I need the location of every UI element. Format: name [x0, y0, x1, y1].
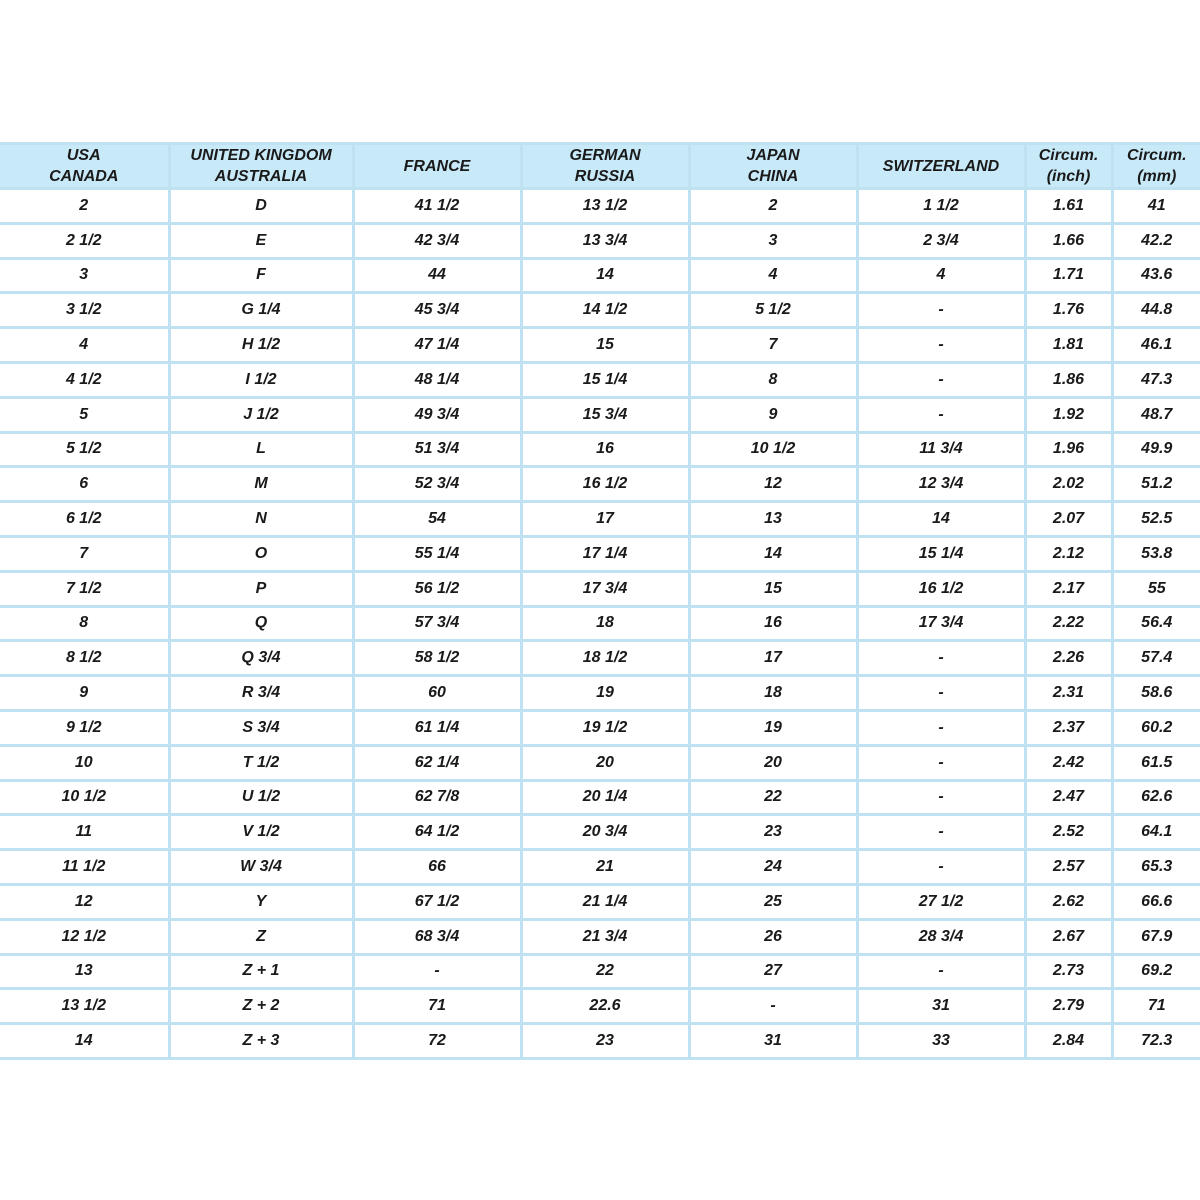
- cell-german-russia: 14 1/2: [521, 293, 689, 328]
- cell-usa-canada: 6 1/2: [0, 502, 169, 537]
- table-row: [0, 571, 1200, 606]
- cell-circum-mm: 65.3: [1112, 850, 1200, 885]
- cell-japan-china: 3: [689, 223, 857, 258]
- cell-usa-canada: 13: [0, 954, 169, 989]
- cell-uk-australia: H 1/2: [169, 328, 353, 363]
- header-circum-inch: Circum. (inch): [1025, 144, 1112, 189]
- cell-german-russia: 20: [521, 745, 689, 780]
- cell-switzerland: 31: [857, 989, 1025, 1024]
- cell-france: 60: [353, 676, 521, 711]
- cell-circum-mm: 64.1: [1112, 815, 1200, 850]
- cell-circum-inch: 1.71: [1025, 258, 1112, 293]
- cell-uk-australia: T 1/2: [169, 745, 353, 780]
- cell-usa-canada: 4: [0, 328, 169, 363]
- cell-circum-mm: 53.8: [1112, 536, 1200, 571]
- cell-usa-canada: 5 1/2: [0, 432, 169, 467]
- cell-circum-mm: 51.2: [1112, 467, 1200, 502]
- cell-circum-mm: 44.8: [1112, 293, 1200, 328]
- cell-switzerland: -: [857, 710, 1025, 745]
- cell-france: 56 1/2: [353, 571, 521, 606]
- cell-usa-canada: 3: [0, 258, 169, 293]
- cell-circum-inch: 2.12: [1025, 536, 1112, 571]
- cell-german-russia: 14: [521, 258, 689, 293]
- cell-circum-mm: 60.2: [1112, 710, 1200, 745]
- table-row: [0, 919, 1200, 954]
- cell-switzerland: 11 3/4: [857, 432, 1025, 467]
- cell-switzerland: 15 1/4: [857, 536, 1025, 571]
- cell-circum-mm: 42.2: [1112, 223, 1200, 258]
- cell-japan-china: 23: [689, 815, 857, 850]
- cell-uk-australia: E: [169, 223, 353, 258]
- cell-circum-mm: 72.3: [1112, 1024, 1200, 1059]
- cell-usa-canada: 12: [0, 884, 169, 919]
- cell-german-russia: 15 3/4: [521, 397, 689, 432]
- cell-japan-china: 17: [689, 641, 857, 676]
- cell-usa-canada: 11: [0, 815, 169, 850]
- table-header: [0, 144, 1200, 189]
- cell-france: 44: [353, 258, 521, 293]
- table-row: [0, 676, 1200, 711]
- cell-usa-canada: 9: [0, 676, 169, 711]
- cell-france: 61 1/4: [353, 710, 521, 745]
- table-row: [0, 293, 1200, 328]
- cell-uk-australia: L: [169, 432, 353, 467]
- cell-circum-mm: 47.3: [1112, 362, 1200, 397]
- cell-usa-canada: 4 1/2: [0, 362, 169, 397]
- cell-circum-mm: 48.7: [1112, 397, 1200, 432]
- header-france: FRANCE: [353, 144, 521, 189]
- cell-uk-australia: Z + 1: [169, 954, 353, 989]
- table-row: [0, 745, 1200, 780]
- table-row: [0, 502, 1200, 537]
- header-uk-australia: UNITED KINGDOM AUSTRALIA: [169, 144, 353, 189]
- cell-japan-china: 7: [689, 328, 857, 363]
- cell-german-russia: 13 3/4: [521, 223, 689, 258]
- cell-france: 41 1/2: [353, 189, 521, 224]
- cell-switzerland: -: [857, 815, 1025, 850]
- cell-circum-mm: 67.9: [1112, 919, 1200, 954]
- cell-circum-mm: 49.9: [1112, 432, 1200, 467]
- cell-uk-australia: F: [169, 258, 353, 293]
- cell-german-russia: 17 1/4: [521, 536, 689, 571]
- cell-japan-china: 25: [689, 884, 857, 919]
- cell-usa-canada: 7: [0, 536, 169, 571]
- table-row: [0, 989, 1200, 1024]
- table-row: [0, 258, 1200, 293]
- cell-japan-china: 24: [689, 850, 857, 885]
- cell-german-russia: 20 3/4: [521, 815, 689, 850]
- table-row: [0, 223, 1200, 258]
- header-circum-mm: Circum. (mm): [1112, 144, 1200, 189]
- cell-switzerland: 17 3/4: [857, 606, 1025, 641]
- cell-circum-inch: 2.22: [1025, 606, 1112, 641]
- cell-japan-china: -: [689, 989, 857, 1024]
- cell-circum-inch: 2.31: [1025, 676, 1112, 711]
- cell-switzerland: 4: [857, 258, 1025, 293]
- cell-uk-australia: Z + 3: [169, 1024, 353, 1059]
- table-row: [0, 780, 1200, 815]
- cell-circum-inch: 1.92: [1025, 397, 1112, 432]
- cell-uk-australia: Z: [169, 919, 353, 954]
- cell-usa-canada: 13 1/2: [0, 989, 169, 1024]
- cell-japan-china: 13: [689, 502, 857, 537]
- table-body: [0, 189, 1200, 1059]
- cell-switzerland: 14: [857, 502, 1025, 537]
- header-row: [0, 144, 1200, 189]
- cell-france: 71: [353, 989, 521, 1024]
- table-row: [0, 606, 1200, 641]
- ring-size-table: [0, 142, 1200, 1060]
- cell-japan-china: 2: [689, 189, 857, 224]
- cell-usa-canada: 8: [0, 606, 169, 641]
- cell-switzerland: 28 3/4: [857, 919, 1025, 954]
- cell-france: 52 3/4: [353, 467, 521, 502]
- table-row: [0, 432, 1200, 467]
- cell-uk-australia: O: [169, 536, 353, 571]
- cell-uk-australia: D: [169, 189, 353, 224]
- cell-uk-australia: N: [169, 502, 353, 537]
- cell-circum-mm: 46.1: [1112, 328, 1200, 363]
- cell-switzerland: -: [857, 641, 1025, 676]
- cell-switzerland: 33: [857, 1024, 1025, 1059]
- cell-uk-australia: S 3/4: [169, 710, 353, 745]
- cell-uk-australia: Q: [169, 606, 353, 641]
- cell-german-russia: 20 1/4: [521, 780, 689, 815]
- cell-uk-australia: Q 3/4: [169, 641, 353, 676]
- cell-japan-china: 12: [689, 467, 857, 502]
- cell-usa-canada: 9 1/2: [0, 710, 169, 745]
- cell-usa-canada: 12 1/2: [0, 919, 169, 954]
- cell-france: 55 1/4: [353, 536, 521, 571]
- header-switzerland: SWITZERLAND: [857, 144, 1025, 189]
- cell-uk-australia: I 1/2: [169, 362, 353, 397]
- cell-circum-mm: 71: [1112, 989, 1200, 1024]
- cell-circum-mm: 41: [1112, 189, 1200, 224]
- table-row: [0, 362, 1200, 397]
- cell-switzerland: 16 1/2: [857, 571, 1025, 606]
- table-row: [0, 189, 1200, 224]
- cell-japan-china: 31: [689, 1024, 857, 1059]
- cell-circum-inch: 1.76: [1025, 293, 1112, 328]
- cell-france: 51 3/4: [353, 432, 521, 467]
- cell-france: 58 1/2: [353, 641, 521, 676]
- cell-japan-china: 22: [689, 780, 857, 815]
- table-row: [0, 467, 1200, 502]
- cell-circum-inch: 2.52: [1025, 815, 1112, 850]
- cell-circum-inch: 2.02: [1025, 467, 1112, 502]
- cell-japan-china: 5 1/2: [689, 293, 857, 328]
- cell-france: 66: [353, 850, 521, 885]
- cell-german-russia: 18: [521, 606, 689, 641]
- cell-switzerland: -: [857, 362, 1025, 397]
- cell-circum-inch: 1.61: [1025, 189, 1112, 224]
- cell-circum-inch: 2.26: [1025, 641, 1112, 676]
- cell-circum-inch: 2.07: [1025, 502, 1112, 537]
- cell-circum-inch: 2.73: [1025, 954, 1112, 989]
- cell-german-russia: 23: [521, 1024, 689, 1059]
- cell-france: -: [353, 954, 521, 989]
- cell-circum-inch: 2.57: [1025, 850, 1112, 885]
- cell-german-russia: 22.6: [521, 989, 689, 1024]
- cell-usa-canada: 3 1/2: [0, 293, 169, 328]
- cell-switzerland: 1 1/2: [857, 189, 1025, 224]
- table-row: [0, 397, 1200, 432]
- cell-german-russia: 18 1/2: [521, 641, 689, 676]
- cell-france: 57 3/4: [353, 606, 521, 641]
- header-japan-china: JAPAN CHINA: [689, 144, 857, 189]
- cell-circum-inch: 1.81: [1025, 328, 1112, 363]
- cell-uk-australia: G 1/4: [169, 293, 353, 328]
- cell-german-russia: 17 3/4: [521, 571, 689, 606]
- cell-german-russia: 15 1/4: [521, 362, 689, 397]
- cell-japan-china: 15: [689, 571, 857, 606]
- cell-france: 67 1/2: [353, 884, 521, 919]
- table-row: [0, 954, 1200, 989]
- cell-france: 54: [353, 502, 521, 537]
- cell-france: 72: [353, 1024, 521, 1059]
- cell-japan-china: 27: [689, 954, 857, 989]
- cell-uk-australia: Z + 2: [169, 989, 353, 1024]
- cell-japan-china: 14: [689, 536, 857, 571]
- table-row: [0, 884, 1200, 919]
- cell-uk-australia: Y: [169, 884, 353, 919]
- cell-france: 62 1/4: [353, 745, 521, 780]
- header-german-russia: GERMAN RUSSIA: [521, 144, 689, 189]
- cell-france: 49 3/4: [353, 397, 521, 432]
- cell-circum-inch: 2.84: [1025, 1024, 1112, 1059]
- cell-circum-inch: 2.17: [1025, 571, 1112, 606]
- cell-switzerland: -: [857, 745, 1025, 780]
- cell-switzerland: -: [857, 328, 1025, 363]
- cell-switzerland: 27 1/2: [857, 884, 1025, 919]
- cell-usa-canada: 8 1/2: [0, 641, 169, 676]
- cell-switzerland: -: [857, 397, 1025, 432]
- cell-german-russia: 21 3/4: [521, 919, 689, 954]
- table-row: [0, 710, 1200, 745]
- cell-circum-mm: 69.2: [1112, 954, 1200, 989]
- cell-switzerland: -: [857, 780, 1025, 815]
- cell-france: 42 3/4: [353, 223, 521, 258]
- cell-circum-inch: 2.47: [1025, 780, 1112, 815]
- header-usa-canada: USA CANADA: [0, 144, 169, 189]
- cell-circum-inch: 2.62: [1025, 884, 1112, 919]
- table-row: [0, 328, 1200, 363]
- cell-circum-inch: 2.42: [1025, 745, 1112, 780]
- cell-japan-china: 10 1/2: [689, 432, 857, 467]
- cell-german-russia: 16: [521, 432, 689, 467]
- table-row: [0, 1024, 1200, 1059]
- cell-switzerland: -: [857, 850, 1025, 885]
- cell-france: 62 7/8: [353, 780, 521, 815]
- cell-japan-china: 16: [689, 606, 857, 641]
- cell-circum-inch: 1.96: [1025, 432, 1112, 467]
- cell-switzerland: 12 3/4: [857, 467, 1025, 502]
- cell-japan-china: 9: [689, 397, 857, 432]
- cell-uk-australia: U 1/2: [169, 780, 353, 815]
- cell-usa-canada: 11 1/2: [0, 850, 169, 885]
- cell-uk-australia: M: [169, 467, 353, 502]
- cell-france: 47 1/4: [353, 328, 521, 363]
- cell-france: 45 3/4: [353, 293, 521, 328]
- cell-german-russia: 21 1/4: [521, 884, 689, 919]
- cell-circum-mm: 52.5: [1112, 502, 1200, 537]
- cell-switzerland: -: [857, 676, 1025, 711]
- cell-uk-australia: J 1/2: [169, 397, 353, 432]
- cell-japan-china: 19: [689, 710, 857, 745]
- cell-usa-canada: 10 1/2: [0, 780, 169, 815]
- cell-circum-mm: 56.4: [1112, 606, 1200, 641]
- cell-circum-mm: 57.4: [1112, 641, 1200, 676]
- cell-german-russia: 17: [521, 502, 689, 537]
- cell-usa-canada: 2 1/2: [0, 223, 169, 258]
- cell-circum-mm: 58.6: [1112, 676, 1200, 711]
- cell-circum-mm: 43.6: [1112, 258, 1200, 293]
- cell-usa-canada: 5: [0, 397, 169, 432]
- cell-japan-china: 4: [689, 258, 857, 293]
- cell-german-russia: 16 1/2: [521, 467, 689, 502]
- cell-circum-inch: 2.67: [1025, 919, 1112, 954]
- cell-uk-australia: R 3/4: [169, 676, 353, 711]
- cell-france: 64 1/2: [353, 815, 521, 850]
- cell-usa-canada: 2: [0, 189, 169, 224]
- cell-japan-china: 26: [689, 919, 857, 954]
- cell-circum-mm: 62.6: [1112, 780, 1200, 815]
- cell-usa-canada: 6: [0, 467, 169, 502]
- cell-circum-inch: 1.66: [1025, 223, 1112, 258]
- cell-japan-china: 20: [689, 745, 857, 780]
- cell-german-russia: 19: [521, 676, 689, 711]
- cell-usa-canada: 14: [0, 1024, 169, 1059]
- cell-france: 68 3/4: [353, 919, 521, 954]
- cell-circum-mm: 66.6: [1112, 884, 1200, 919]
- cell-switzerland: -: [857, 293, 1025, 328]
- cell-german-russia: 21: [521, 850, 689, 885]
- cell-usa-canada: 7 1/2: [0, 571, 169, 606]
- cell-usa-canada: 10: [0, 745, 169, 780]
- cell-uk-australia: V 1/2: [169, 815, 353, 850]
- cell-circum-inch: 2.79: [1025, 989, 1112, 1024]
- table-row: [0, 641, 1200, 676]
- cell-german-russia: 22: [521, 954, 689, 989]
- table-row: [0, 815, 1200, 850]
- cell-uk-australia: P: [169, 571, 353, 606]
- cell-japan-china: 18: [689, 676, 857, 711]
- cell-switzerland: 2 3/4: [857, 223, 1025, 258]
- table-row: [0, 536, 1200, 571]
- cell-uk-australia: W 3/4: [169, 850, 353, 885]
- table-row: [0, 850, 1200, 885]
- cell-circum-mm: 61.5: [1112, 745, 1200, 780]
- cell-german-russia: 15: [521, 328, 689, 363]
- cell-circum-inch: 2.37: [1025, 710, 1112, 745]
- cell-japan-china: 8: [689, 362, 857, 397]
- cell-german-russia: 19 1/2: [521, 710, 689, 745]
- cell-circum-mm: 55: [1112, 571, 1200, 606]
- cell-switzerland: -: [857, 954, 1025, 989]
- cell-circum-inch: 1.86: [1025, 362, 1112, 397]
- cell-german-russia: 13 1/2: [521, 189, 689, 224]
- cell-france: 48 1/4: [353, 362, 521, 397]
